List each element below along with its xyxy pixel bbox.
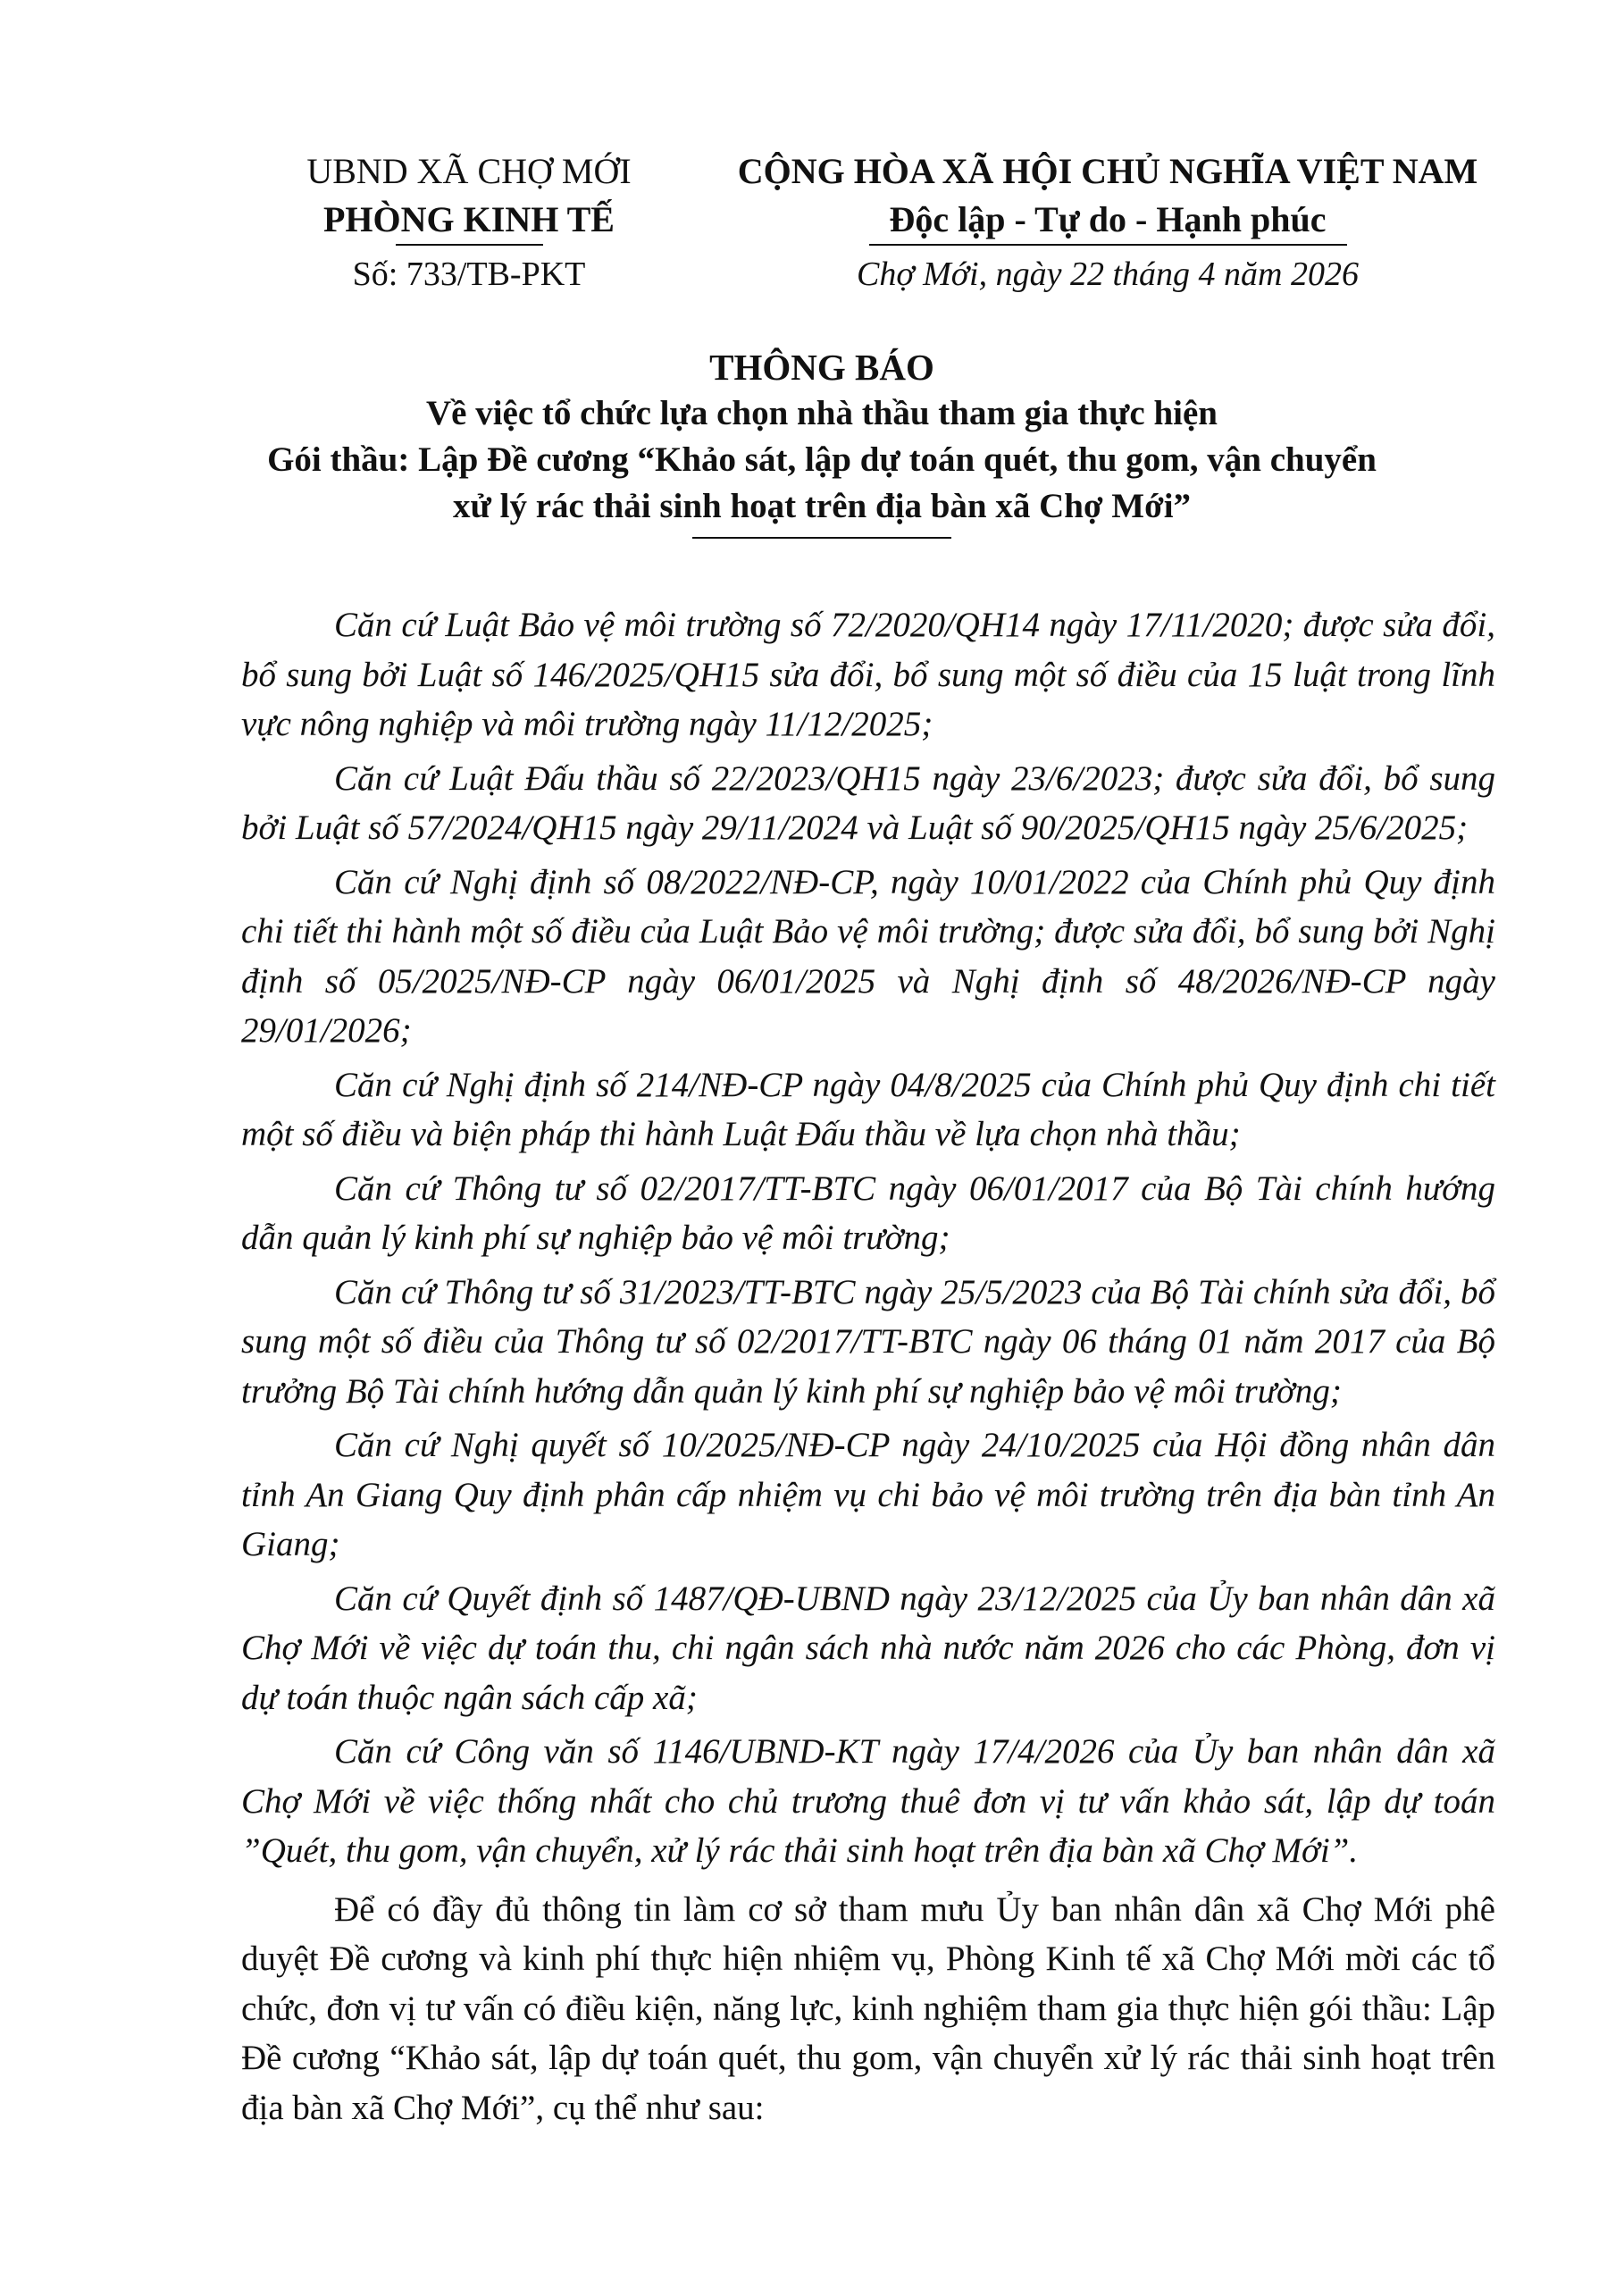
motto-underline bbox=[869, 244, 1347, 246]
issuing-organization bbox=[268, 147, 670, 246]
title-main: THÔNG BÁO bbox=[709, 347, 934, 388]
title-line-3: xử lý rác thải sinh hoạt trên địa bàn xã Chợ Mới” bbox=[452, 487, 1192, 525]
legal-basis-5: Căn cứ Thông tư số 02/2017/TT-BTC ngày 06/01/2017 của Bộ Tài chính hướng dẫn quản lý kinh phí sự nghiệp bảo vệ môi trường; bbox=[241, 1169, 1495, 1257]
legal-basis-2: Căn cứ Luật Đấu thầu số 22/2023/QH15 ngày 23/6/2023; được sửa đổi, bổ sung bởi Luật số 57/2024/QH15 ngày 29/11/2024 và Luật số 90/2025/QH15 ngày 25/6/2025; bbox=[241, 758, 1495, 847]
document-number: Số: 733/TB-PKT bbox=[352, 256, 586, 293]
title-underline bbox=[692, 537, 951, 539]
legal-basis-8: Căn cứ Quyết định số 1487/QĐ-UBND ngày 23/12/2025 của Ủy ban nhân dân xã Chợ Mới về việc dự toán thu, chi ngân sách nhà nước năm 2026 cho các Phòng, đơn vị dự toán thuộc ngân sách cấp xã; bbox=[241, 1579, 1495, 1717]
title-line-2: Gói thầu: Lập Đề cương “Khảo sát, lập dự toán quét, thu gom, vận chuyển bbox=[267, 440, 1377, 479]
document-title bbox=[179, 344, 1465, 539]
national-motto bbox=[706, 147, 1510, 246]
nation-line-1: CỘNG HÒA XÃ HỘI CHỦ NGHĨA VIỆT NAM bbox=[737, 151, 1478, 191]
legal-basis-6: Căn cứ Thông tư số 31/2023/TT-BTC ngày 25/5/2023 của Bộ Tài chính sửa đổi, bổ sung một số điều của Thông tư số 02/2017/TT-BTC ngày 06 tháng 01 năm 2017 của Bộ trưởng Bộ Tài chính hướng dẫn quản lý kinh phí sự nghiệp bảo vệ môi trường; bbox=[241, 1272, 1495, 1411]
legal-basis-7: Căn cứ Nghị quyết số 10/2025/NĐ-CP ngày 24/10/2025 của Hội đồng nhân dân tỉnh An Giang Quy định phân cấp nhiệm vụ chi bảo vệ môi trường trên địa bàn tỉnh An Giang; bbox=[241, 1426, 1495, 1563]
intro-paragraph: Để có đầy đủ thông tin làm cơ sở tham mưu Ủy ban nhân dân xã Chợ Mới phê duyệt Đề cương và kinh phí thực hiện nhiệm vụ, Phòng Kinh tế xã Chợ Mới mời các tổ chức, đơn vị tư vấn có điều kiện, năng lực, kinh nghiệm tham gia thực hiện gói thầu: Lập Đề cương “Khảo sát, lập dự toán quét, thu gom, vận chuyển xử lý rác thải sinh hoạt trên địa bàn xã Chợ Mới”, cụ thể như sau: bbox=[241, 1889, 1495, 2127]
legal-basis-1: Căn cứ Luật Bảo vệ môi trường số 72/2020/QH14 ngày 17/11/2020; được sửa đổi, bổ sung bởi Luật số 146/2025/QH15 sửa đổi, bổ sung một số điều của 15 luật trong lĩnh vực nông nghiệp và môi trường ngày 11/12/2025; bbox=[241, 606, 1495, 743]
title-line-1: Về việc tổ chức lựa chọn nhà thầu tham gia thực hiện bbox=[426, 394, 1218, 432]
org-line-1: UBND XÃ CHỢ MỚI bbox=[306, 151, 632, 191]
legal-basis-4: Căn cứ Nghị định số 214/NĐ-CP ngày 04/8/2025 của Chính phủ Quy định chi tiết một số điều và biện pháp thi hành Luật Đấu thầu về lựa chọn nhà thầu; bbox=[241, 1065, 1495, 1153]
org-underline bbox=[396, 244, 543, 246]
legal-basis-3: Căn cứ Nghị định số 08/2022/NĐ-CP, ngày 10/01/2022 của Chính phủ Quy định chi tiết thi hành một số điều của Luật Bảo vệ môi trường; được sửa đổi, bổ sung bởi Nghị định số 05/2025/NĐ-CP ngày 06/01/2025 và Nghị định số 48/2026/NĐ-CP ngày 29/01/2026; bbox=[241, 862, 1495, 1050]
nation-line-2: Độc lập - Tự do - Hạnh phúc bbox=[889, 199, 1327, 239]
document-date: Chợ Mới, ngày 22 tháng 4 năm 2026 bbox=[857, 256, 1359, 293]
document-body bbox=[241, 600, 1495, 2137]
org-line-2: PHÒNG KINH TẾ bbox=[323, 199, 615, 239]
legal-basis-9: Căn cứ Công văn số 1146/UBND-KT ngày 17/4/2026 của Ủy ban nhân dân xã Chợ Mới về việc thống nhất cho chủ trương thuê đơn vị tư vấn khảo sát, lập dự toán ”Quét, thu gom, vận chuyển, xử lý rác thải sinh hoạt trên địa bàn xã Chợ Mới”. bbox=[241, 1732, 1495, 1870]
